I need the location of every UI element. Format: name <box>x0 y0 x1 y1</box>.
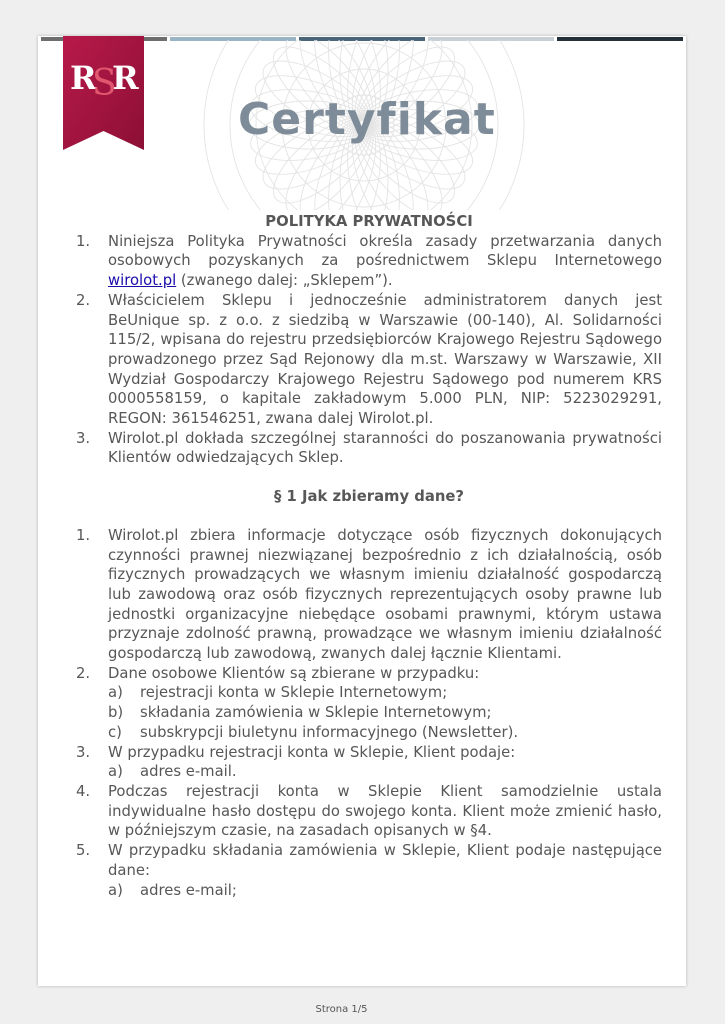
section-heading: § 1 Jak zbieramy dane? <box>273 488 465 506</box>
sub-item <box>108 683 662 703</box>
sub-item-letter: c) <box>108 723 122 741</box>
item-number: 4. <box>76 782 91 800</box>
list-item <box>76 782 662 841</box>
item-text: Niniejsza Polityka Prywatności określa zasady przetwarzania danych osobowych pozyskanych za pośrednictwem Sklepu Internetowego <box>108 232 662 270</box>
certificate-title: Certyfikat <box>238 94 496 145</box>
item-number: 3. <box>76 429 91 447</box>
list-item <box>76 429 662 468</box>
item-number: 1. <box>76 526 91 544</box>
sub-item <box>108 723 662 743</box>
sub-item-text: subskrypcji biuletynu informacyjnego (Newsletter). <box>140 723 519 741</box>
list-item <box>76 841 662 900</box>
shop-link[interactable]: wirolot.pl <box>108 272 177 290</box>
item-text: Wirolot.pl zbiera informacje dotyczące osób fizycznych dokonujących czynności prawnej niezwiązanej bezpośrednio z ich działalnością, osób fizycznych prowadzących we własnym imieniu działalność gospodarczą lub zawodową oraz osób fizycznych reprezentujących osoby prawne lub jednostki organizacyjne niebędące osobami prawnymi, którym ustawa przyznaje zdolność prawną, prowadzące we własnym imieniu działalność gospodarczą lub zawodową, zwanych dalej łącznie Klientami. <box>108 526 662 663</box>
item-number: 2. <box>76 664 91 682</box>
sub-item-text: składania zamówienia w Sklepie Internetowym; <box>140 704 492 722</box>
item-number: 1. <box>76 232 91 250</box>
list-item <box>76 664 662 743</box>
sub-item-text: rejestracji konta w Sklepie Internetowym; <box>140 684 448 702</box>
sub-item-letter: a) <box>108 763 123 781</box>
sub-item <box>108 762 662 782</box>
svg-text:R: R <box>70 59 97 97</box>
sub-item-letter: a) <box>108 684 123 702</box>
page-number: Strona 1/5 <box>315 1004 368 1015</box>
list-item <box>76 291 662 429</box>
sub-item <box>108 703 662 723</box>
sub-item-text: adres e-mail. <box>140 763 237 781</box>
list-item <box>76 743 662 782</box>
item-text: Właścicielem Sklepu i jednocześnie administratorem danych jest BeUnique sp. z o.o. z siedzibą w Warszawie (00-140), Al. Solidarności 115/2, wpisana do rejestru przedsiębiorców Krajowego Rejestru Sądowego prowadzonego przez Sąd Rejonowy dla m.st. Warszawy w Warszawie, XII Wydział Gospodarczy Krajowego Rejestru Sądowego pod numerem KRS 0000558159, o kapitale zakładowym 5.000 PLN, NIP: 5223029291, REGON: 361546251, zwana dalej Wirolot.pl. <box>108 291 662 428</box>
item-text: Podczas rejestracji konta w Sklepie Klient samodzielnie ustala indywidualne hasło dostępu do swojego konta. Klient może zmienić hasło, w późniejszym czasie, na zasadach opisanych w §4. <box>108 782 662 840</box>
item-text: W przypadku składania zamówienia w Sklepie, Klient podaje następujące dane: <box>108 842 662 879</box>
item-number: 3. <box>76 743 91 761</box>
sub-item-letter: a) <box>108 881 123 899</box>
privacy-heading: POLITYKA PRYWATNOŚCI <box>265 213 473 230</box>
sub-item-text: adres e-mail; <box>140 881 237 899</box>
item-number: 5. <box>76 842 91 860</box>
list-item <box>76 526 662 664</box>
document-page <box>38 36 686 986</box>
item-text: Wirolot.pl dokłada szczególnej staranności do poszanowania prywatności Klientów odwiedzających Sklep. <box>108 429 662 467</box>
svg-text:S: S <box>92 63 117 104</box>
document-body <box>76 212 662 900</box>
sub-item-letter: b) <box>108 704 124 722</box>
item-text: (zwanego dalej: „Sklepem”). <box>176 272 393 290</box>
svg-text:R: R <box>112 59 139 97</box>
section-list <box>76 526 662 900</box>
list-item <box>76 232 662 291</box>
item-text: W przypadku rejestracji konta w Sklepie, Klient podaje: <box>108 743 516 761</box>
color-bar <box>557 37 683 41</box>
rsr-logo-icon <box>63 36 144 150</box>
privacy-list <box>76 232 662 468</box>
item-number: 2. <box>76 291 91 309</box>
sub-item <box>108 881 662 901</box>
item-text: Dane osobowe Klientów są zbierane w przypadku: <box>108 664 480 682</box>
